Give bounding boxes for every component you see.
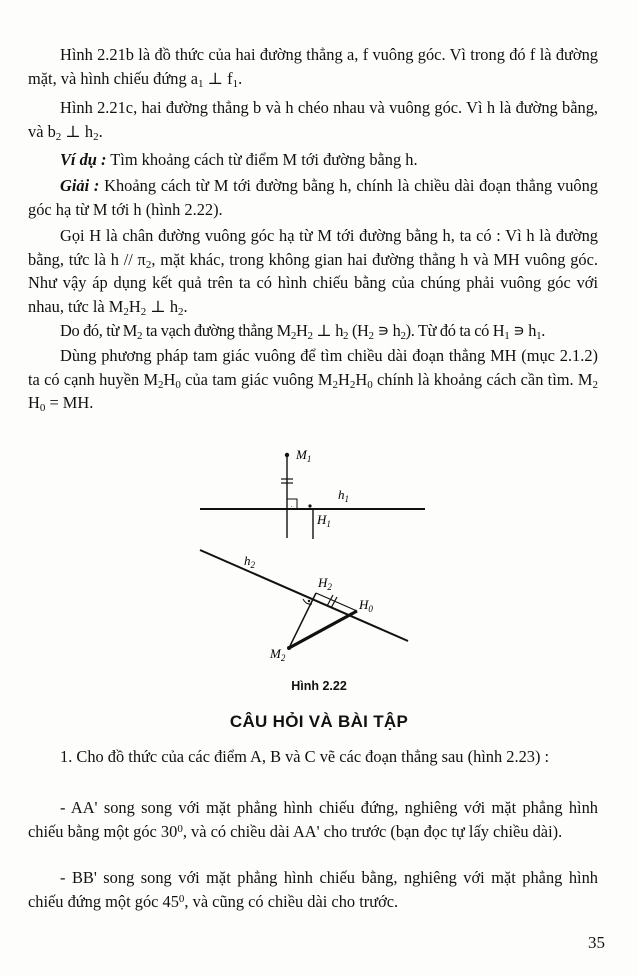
figure-caption: Hình 2.22 bbox=[291, 679, 347, 693]
right-angle-dot: . bbox=[291, 501, 293, 509]
tick-mark bbox=[331, 597, 337, 608]
section-title: CÂU HỎI VÀ BÀI TẬP bbox=[229, 712, 409, 731]
question-1: 1. Cho đồ thức của các điểm A, B và C vẽ các đoạn thẳng sau (hình 2.23) : bbox=[60, 747, 550, 766]
figure-2-22-diagram bbox=[0, 435, 638, 675]
solution-label: Giải : bbox=[60, 176, 100, 195]
question-1-item-bb: - BB' song song với mặt phẳng hình chiếu bằng, nghiêng với mặt phẳng hình chiếu đứng một góc $45^0$, và cũng có chiều dài cho trước. bbox=[28, 868, 598, 911]
label-h2: $h_2$ bbox=[244, 553, 255, 570]
point-h1-dot bbox=[308, 504, 311, 507]
label-H2: $H_2$ bbox=[318, 575, 332, 592]
label-h1: $h_1$ bbox=[338, 487, 349, 504]
line-h2 bbox=[200, 550, 408, 641]
line-m2-h0 bbox=[289, 611, 357, 648]
paragraph-figure-2-21c: Hình 2.21c, hai đường thẳng b và h chéo nhau và vuông góc. Vì h là đường bằng, và $b_2$ ⊥ $h_2$. bbox=[28, 98, 598, 143]
example-label: Ví dụ : bbox=[60, 150, 107, 169]
label-H1: $H_1$ bbox=[317, 512, 331, 529]
point-m2 bbox=[287, 646, 291, 650]
label-H0: $H_0$ bbox=[359, 597, 373, 614]
paragraph-draw-line: Do đó, từ $M_2$ ta vạch đường thẳng $M_2H_2$ ⊥ $h_2$ ($H_2$ ∍ $h_2$). Từ đó ta có $H_1$ ∍ $h_1$. bbox=[60, 321, 546, 342]
point-m1 bbox=[285, 453, 289, 457]
paragraph-right-triangle-method: Dùng phương pháp tam giác vuông để tìm chiều dài đoạn thẳng MH (mục 2.1.2) ta có cạnh huyền $M_2H_0$ của tam giác vuông $M_2H_2H_0$ chính là khoảng cách cần tìm. $M_2$ $H_0$ = MH. bbox=[28, 346, 598, 414]
label-M2: $M_2$ bbox=[270, 646, 286, 663]
example-paragraph: Ví dụ : Tìm khoảng cách từ điểm M tới đường bằng h. bbox=[60, 150, 418, 169]
paragraph-foot-of-perpendicular: Gọi H là chân đường vuông góc hạ từ M tới đường bằng h, ta có : Vì h là đường bằng, tức là h // $\pi_2$, mặt khác, trong không gian hai đường thẳng h và MH vuông góc. Như vậy áp dụng kết quả trên ta có hình chiếu bằng của chúng phải vuông góc với nhau, tức là $M_2H_2$ ⊥ $h_2$. bbox=[28, 226, 598, 318]
solution-paragraph: Giải : Khoảng cách từ M tới đường bằng h, chính là chiều dài đoạn thẳng vuông góc hạ từ M tới h (hình 2.22). bbox=[28, 176, 598, 219]
line-h2-h0 bbox=[316, 593, 357, 611]
label-m1: $M_1$ bbox=[296, 447, 312, 464]
point-dot bbox=[308, 600, 310, 602]
paragraph-figure-2-21b: Hình 2.21b là đồ thức của hai đường thẳng a, f vuông góc. Vì trong đó f là đường mặt, và hình chiếu đứng $a_1$ ⊥ $f_1$. bbox=[28, 45, 598, 90]
question-1-item-aa: - AA' song song với mặt phẳng hình chiếu đứng, nghiêng với mặt phẳng hình chiếu bằng một góc $30^0$, và có chiều dài AA' cho trước (bạn đọc tự lấy chiều dài). bbox=[28, 798, 598, 841]
page-number: 35 bbox=[588, 933, 605, 952]
